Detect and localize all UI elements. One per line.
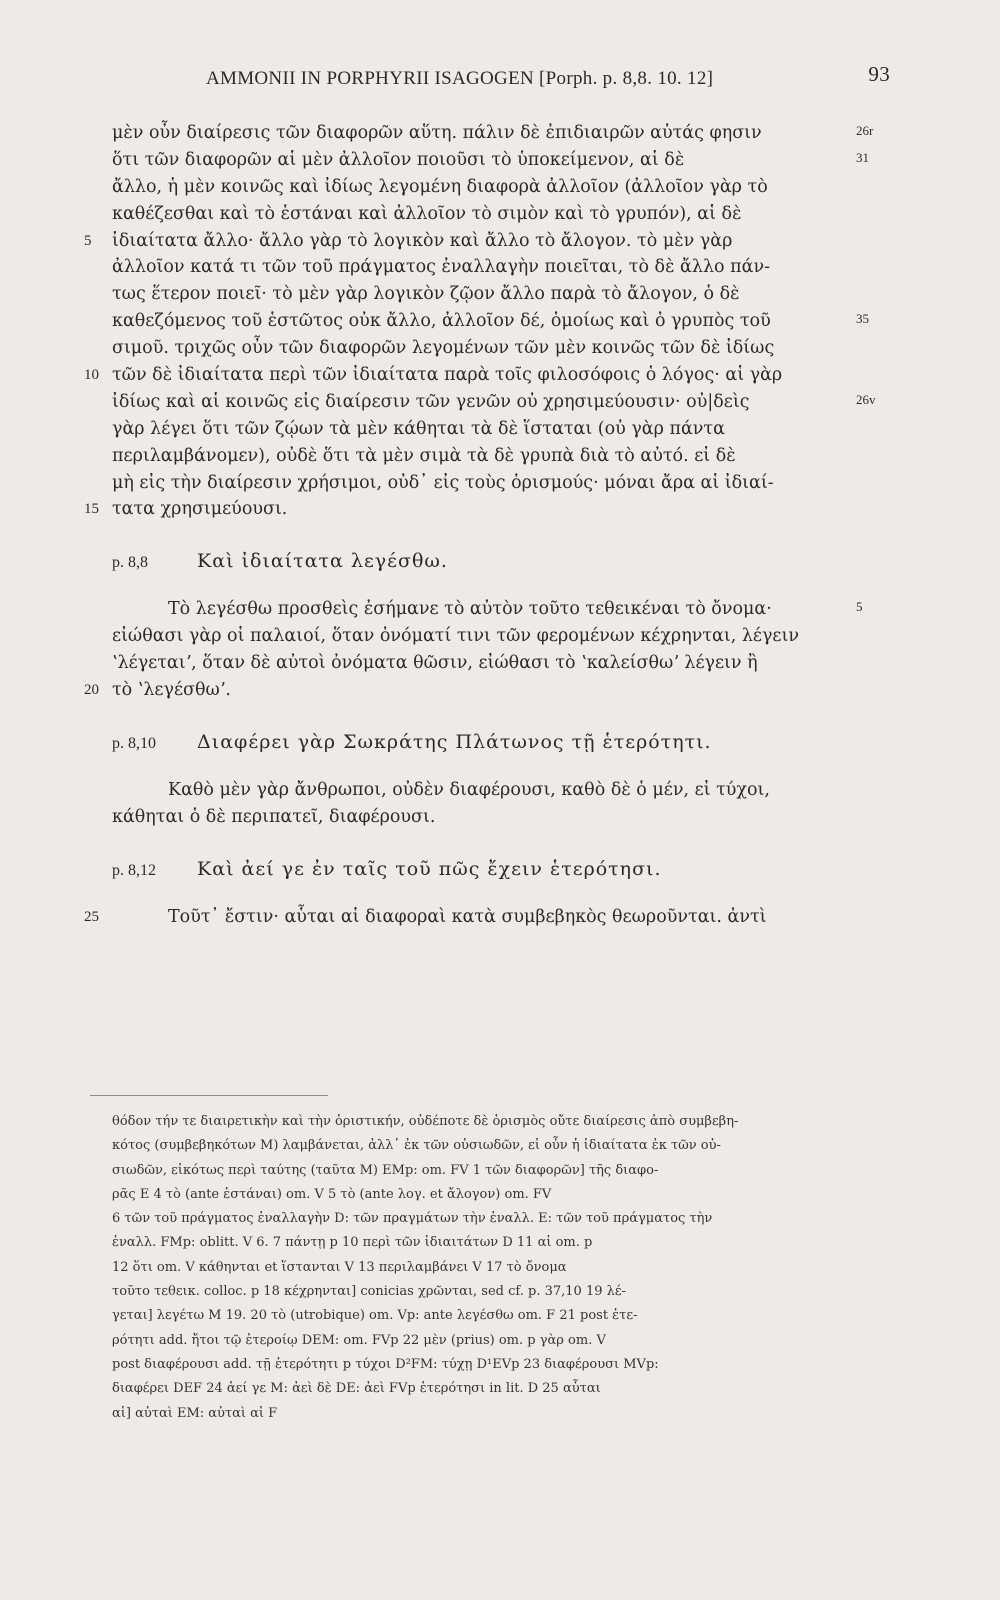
lemma-reference: p. 8,10 <box>112 734 156 752</box>
line-text: ὅτι τῶν διαφορῶν αἱ μὲν ἀλλοῖον ποιοῦσι τὸ ὑποκείμενον, αἱ δὲ <box>112 149 685 170</box>
apparatus-line: 6 τῶν τοῦ πράγματος ἐναλλαγὴν D: τῶν πραγμάτων τὴν ἐναλλ. E: τῶν τοῦ πράγματος τὴν <box>112 1211 713 1227</box>
lemma-text: Διαφέρει γὰρ Σωκράτης Πλάτωνος τῇ ἑτερότητι. <box>197 730 712 753</box>
text-line <box>112 174 872 201</box>
line-text: γὰρ λέγει ὅτι τῶν ζῴων τὰ μὲν κάθηται τὰ δὲ ἵσταται (οὐ γὰρ πάντα <box>112 418 725 439</box>
apparatus-line: τοῦτο τεθεικ. colloc. p 18 κέχρηνται] conicias χρῶνται, sed cf. p. 37,10 19 λέ- <box>112 1284 626 1300</box>
line-number: 5 <box>84 232 92 249</box>
line-text: ἰδιαίτατα ἄλλο· ἄλλο γὰρ τὸ λογικὸν καὶ ἄλλο τὸ ἄλογον. τὸ μὲν γὰρ <box>112 230 733 251</box>
line-text: εἰώθασι γὰρ οἱ παλαιοί, ὅταν ὀνόματί τινι τῶν φερομένων κέχρηνται, λέγειν <box>112 626 800 647</box>
line-number: 10 <box>84 367 99 384</box>
text-line <box>84 496 872 523</box>
line-text: ἀλλοῖον κατά τι τῶν τοῦ πράγματος ἐναλλαγὴν ποιεῖται, τὸ δὲ ἄλλο πάν- <box>112 257 771 278</box>
text-line <box>84 677 872 704</box>
apparatus-line: post διαφέρουσι add. τῇ ἑτερότητι p τύχοι D²FM: τύχῃ D¹EVp 23 διαφέρουσι MVp: <box>112 1356 659 1372</box>
text-line <box>112 201 872 228</box>
line-text: καθέζεσθαι καὶ τὸ ἑστάναι καὶ ἀλλοῖον τὸ σιμὸν καὶ τὸ γρυπόν), αἱ δὲ <box>112 203 742 224</box>
line-number: 20 <box>84 682 99 699</box>
line-text: τῶν δὲ ἰδιαίτατα περὶ τῶν ἰδιαίτατα παρὰ τοῖς φιλοσόφοις ὁ λόγος· αἱ γὰρ <box>112 365 783 386</box>
text-line <box>112 281 872 308</box>
line-text: Τὸ λεγέσθω προσθεὶς ἐσήμανε τὸ αὐτὸν τοῦτο τεθεικέναι τὸ ὄνομα· <box>168 599 772 620</box>
apparatus-line: ἐναλλ. FMp: oblitt. V 6. 7 πάντῃ p 10 περὶ τῶν ἰδιαιτάτων D 11 αἱ om. p <box>112 1235 593 1251</box>
text-line <box>112 335 872 362</box>
lemma-heading <box>112 548 872 578</box>
lemma-text: Καὶ ἀεί γε ἐν ταῖς τοῦ πῶς ἔχειν ἑτερότησι. <box>197 857 662 880</box>
apparatus-line: γεται] λεγέτω M 19. 20 τὸ (utrobique) om. Vp: ante λεγέσθω om. F 21 post ἑτε- <box>112 1308 638 1324</box>
apparatus-line: διαφέρει DEF 24 ἀεί γε M: ἀεὶ δὲ DE: ἀεὶ FVp ἑτερότησι in lit. D 25 αὗται <box>112 1381 601 1397</box>
text-line <box>84 904 872 931</box>
line-text: Καθὸ μὲν γὰρ ἄνθρωποι, οὐδὲν διαφέρουσι, καθὸ δὲ ὁ μέν, εἰ τύχοι, <box>168 779 770 800</box>
line-text: τατα χρησιμεύουσι. <box>112 499 288 520</box>
line-text: μὴ εἰς τὴν διαίρεσιν χρήσιμοι, οὐδ᾽ εἰς τοὺς ὁρισμούς· μόναι ἄρα αἱ ἰδιαί- <box>112 472 774 493</box>
line-text: μὲν οὖν διαίρεσις τῶν διαφορῶν αὕτη. πάλιν δὲ ἐπιδιαιρῶν αὐτάς φησιν <box>112 123 762 143</box>
line-text: κάθηται ὁ δὲ περιπατεῖ, διαφέρουσι. <box>112 806 436 827</box>
margin-reference: 5 <box>856 599 863 615</box>
text-line <box>112 120 872 147</box>
line-text: σιμοῦ. τριχῶς οὖν τῶν διαφορῶν λεγομένων τῶν μὲν κοινῶς τῶν δὲ ἰδίως <box>112 338 775 359</box>
text-line <box>112 650 872 677</box>
line-text: τὸ ʽλεγέσθωʼ. <box>112 680 231 701</box>
apparatus-line: θόδον τήν τε διαιρετικὴν καὶ τὴν ὁριστικήν, οὐδέποτε δὲ ὁρισμὸς οὔτε διαίρεσις ἀπὸ συμβεβη- <box>112 1114 739 1129</box>
text-line <box>112 470 872 497</box>
line-text: Τοῦτ᾽ ἔστιν· αὗται αἱ διαφοραὶ κατὰ συμβεβηκὸς θεωροῦνται. ἀντὶ <box>168 906 767 927</box>
lemma-heading <box>112 856 872 886</box>
line-text: ἰδίως καὶ αἱ κοινῶς εἰς διαίρεσιν τῶν γενῶν οὐ χρησιμεύουσιν· οὐ|δεὶς <box>112 391 750 412</box>
footnote-rule <box>90 1095 328 1096</box>
apparatus-line: ρότητι add. ἤτοι τῷ ἑτεροίῳ DEM: om. FVp 22 μὲν (prius) om. p γὰρ om. V <box>112 1332 606 1348</box>
text-line <box>112 623 872 650</box>
apparatus-line: 12 ὅτι om. V κάθηνται et ἵστανται V 13 περιλαμβάνει V 17 τὸ ὄνομα <box>112 1259 567 1275</box>
line-number: 25 <box>84 908 99 925</box>
text-line <box>112 254 872 281</box>
text-line <box>112 389 876 416</box>
critical-apparatus <box>112 1110 902 1426</box>
page-number: 93 <box>868 62 890 86</box>
margin-reference: 35 <box>856 311 869 327</box>
line-text: τως ἕτερον ποιεῖ· τὸ μὲν γὰρ λογικὸν ζῷον ἄλλο παρὰ τὸ ἄλογον, ὁ δὲ <box>112 284 740 305</box>
text-line <box>112 804 872 831</box>
apparatus-line: κότος (συμβεβηκότων M) λαμβάνεται, ἀλλ᾽ ἐκ τῶν οὐσιωδῶν, εἰ οὖν ἡ ἰδιαίτατα ἐκ τῶν οὐ- <box>112 1138 721 1154</box>
header-title: AMMONII IN PORPHYRII ISAGOGEN [Porph. p. 8,8. 10. 12] <box>206 68 714 89</box>
text-line <box>112 416 872 443</box>
line-text: ʽλέγεταιʼ, ὅταν δὲ αὐτοὶ ὀνόματα θῶσιν, εἰώθασι τὸ ʽκαλείσθωʼ λέγειν ἢ <box>112 653 758 674</box>
lemma-reference: p. 8,8 <box>112 554 148 572</box>
line-text: ἄλλο, ἡ μὲν κοινῶς καὶ ἰδίως λεγομένη διαφορὰ ἀλλοῖον (ἀλλοῖον γὰρ τὸ <box>112 176 768 197</box>
text-line <box>84 228 872 255</box>
margin-reference: 31 <box>856 149 869 165</box>
margin-reference: 26r <box>856 123 874 138</box>
apparatus-line: αἱ] αὐταὶ EM: αὐταὶ αἱ F <box>112 1405 278 1421</box>
lemma-text: Καὶ ἰδιαίτατα λεγέσθω. <box>197 550 448 573</box>
text-line <box>112 308 872 335</box>
text-line <box>112 777 872 804</box>
text-line <box>112 147 872 174</box>
lemma-heading <box>112 729 872 759</box>
apparatus-line: σιωδῶν, εἰκότως περὶ ταύτης (ταῦτα M) EMp: om. FV 1 τῶν διαφορῶν] τῆς διαφο- <box>112 1162 659 1178</box>
apparatus-line: ρᾶς E 4 τὸ (ante ἑστάναι) om. V 5 τὸ (ante λογ. et ἄλογον) om. FV <box>112 1186 552 1202</box>
margin-reference: 26v <box>856 391 876 407</box>
main-text <box>84 120 876 931</box>
text-line <box>84 362 872 389</box>
text-line <box>112 596 872 623</box>
line-number: 15 <box>84 501 99 518</box>
text-line <box>112 443 872 470</box>
line-text: περιλαμβάνομεν), οὐδὲ ὅτι τὰ μὲν σιμὰ τὰ δὲ γρυπὰ διὰ τὸ αὐτό. εἰ δὲ <box>112 445 736 466</box>
line-text: καθεζόμενος τοῦ ἑστῶτος οὐκ ἄλλο, ἀλλοῖον δέ, ὁμοίως καὶ ὁ γρυπὸς τοῦ <box>112 311 771 332</box>
lemma-reference: p. 8,12 <box>112 861 156 879</box>
